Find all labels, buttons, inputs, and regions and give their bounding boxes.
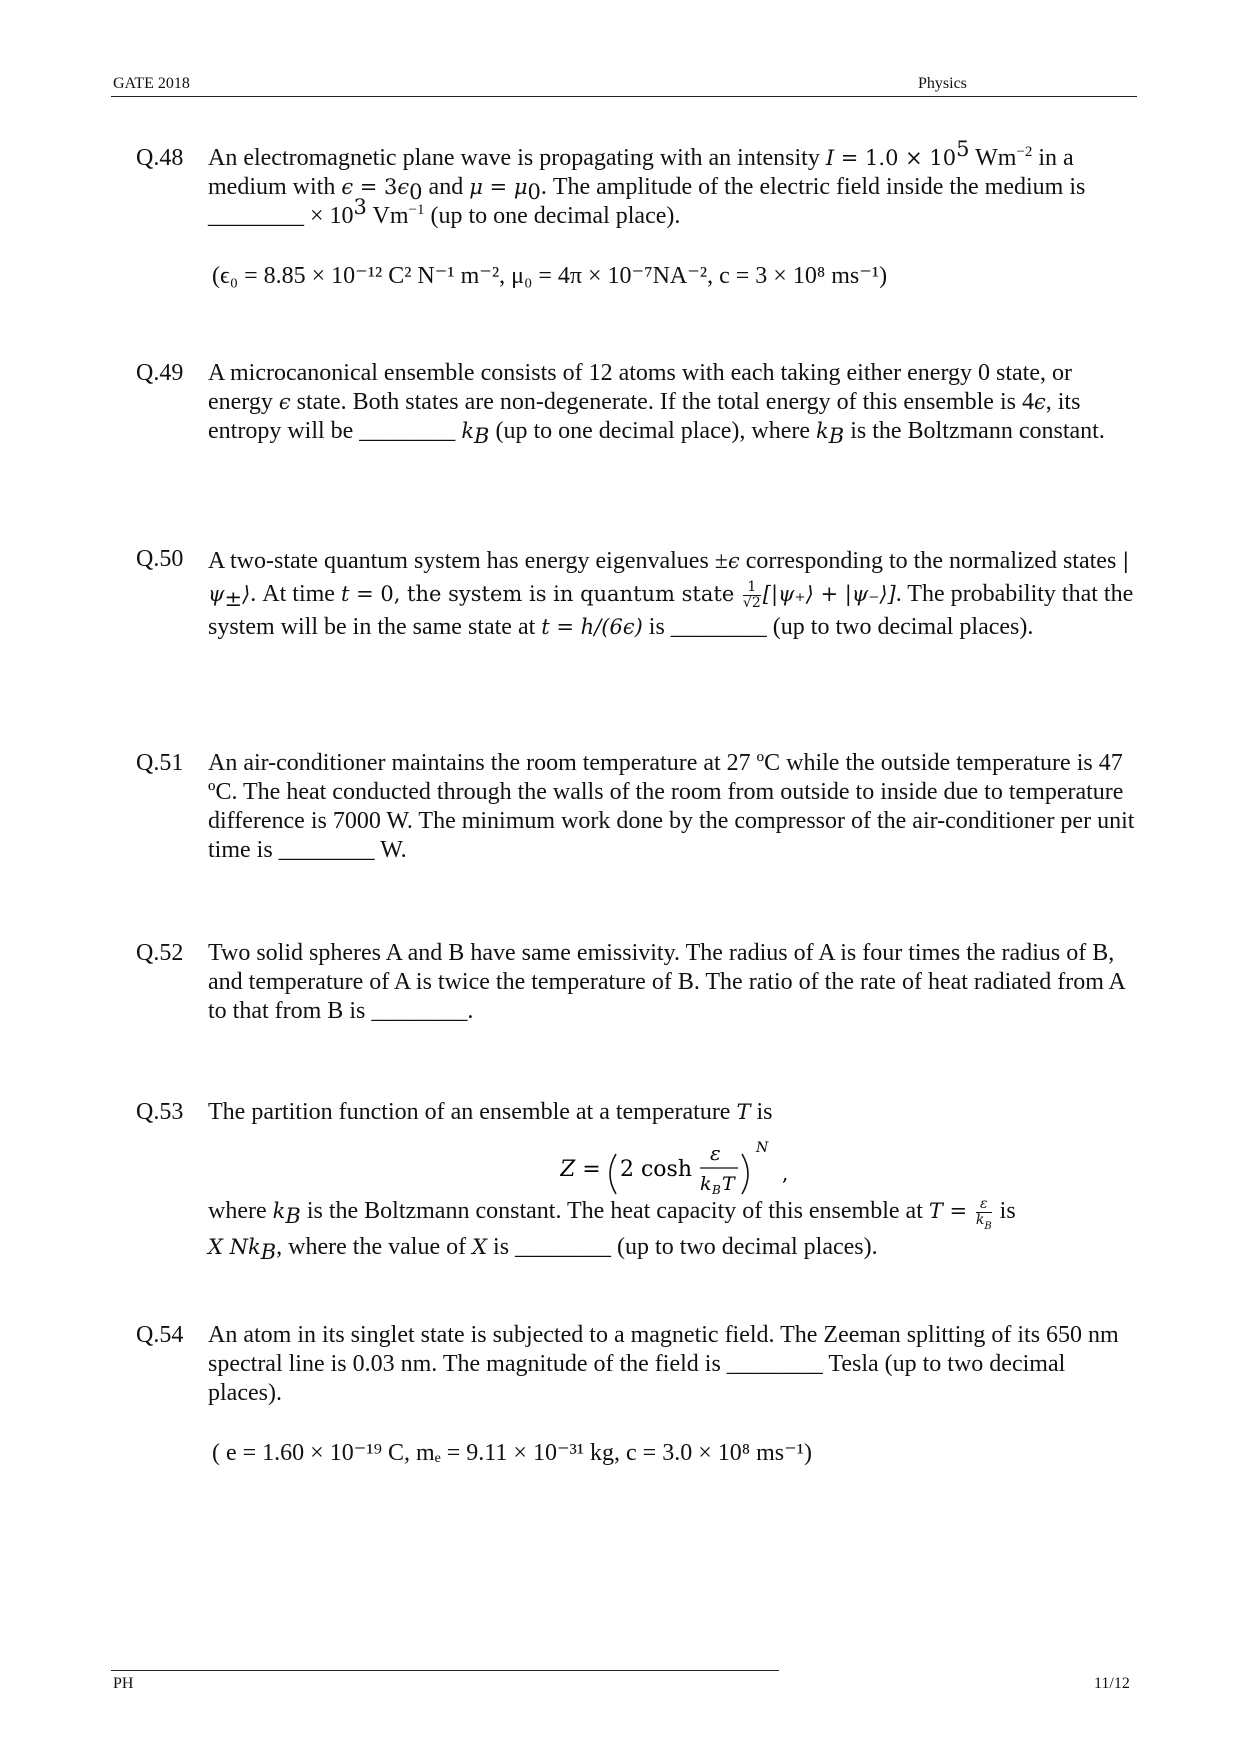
question-number: Q.51 xyxy=(136,750,184,776)
svg-text:T: T xyxy=(722,1173,735,1195)
svg-text:,: , xyxy=(782,1161,789,1185)
svg-text:Z =: Z = xyxy=(560,1157,601,1182)
fraction-one-over-root-two: $\frac{1}{√2}$ xyxy=(742,578,761,611)
question-text: A two-state quantum system has energy eigenvalues ±ϵ corresponding to the normalized states $|\psi_\pm⟩$. At time t = 0, the system is in quantum state $\frac{1}{√2}$ [|ψ₊⟩ + |ψ₋⟩]. The probability that the system will be in the same state at t = h/(6ϵ) is ________ (up to two decimal places). xyxy=(208,548,1134,640)
footer-page-number: 11/12 xyxy=(1094,1675,1130,1692)
right-paren xyxy=(742,1154,748,1194)
question-text: An atom in its singlet state is subjected to a magnetic field. The Zeeman splitting of its 650 nm spectral line is 0.03 nm. The magnitude of the field is ________ Tesla (up to two decimal places). xyxy=(208,1322,1119,1406)
question-text: Two solid spheres A and B have same emissivity. The radius of A is four times the radius of B, and temperature of A is twice the temperature of B. The ratio of the rate of heat radiated from A to that from B is ________. xyxy=(208,940,1125,1024)
svg-text:B: B xyxy=(712,1183,721,1197)
given-constants: ( e = 1.60 × 10⁻¹⁹ C, mₑ = 9.11 × 10⁻³¹ kg, c = 3.0 × 10⁸ ms⁻¹) xyxy=(212,1440,812,1466)
svg-text:N: N xyxy=(756,1140,769,1156)
header-subject: Physics xyxy=(918,75,967,92)
svg-text:ε: ε xyxy=(710,1141,721,1165)
footer-code: PH xyxy=(113,1675,134,1692)
question-text-continued: where $k_B$ is the Boltzmann constant. The heat capacity of this ensemble at T = $\frac{\varepsilon}{k_B}$ is X $Nk_B$, where the value of X is ________ (up to two decimal places). xyxy=(208,1195,1016,1264)
question-number: Q.48 xyxy=(136,145,184,171)
left-paren xyxy=(610,1154,616,1194)
question-number: Q.49 xyxy=(136,360,184,386)
partition-function-equation xyxy=(560,1130,820,1200)
question-number: Q.53 xyxy=(136,1099,184,1125)
question-text: An electromagnetic plane wave is propagating with an intensity $I = 1.0 \times 10^5$ $Wm^{-2}$ in a medium with $\epsilon = 3\epsilon_0$ and $\mu = \mu_0$. The amplitude of the electric field inside the medium is ________ × $10^3$ $Vm^{-1}$ (up to one decimal place). xyxy=(208,137,1086,229)
footer-rule xyxy=(111,1670,779,1671)
question-number: Q.54 xyxy=(136,1322,184,1348)
question-text: An air-conditioner maintains the room temperature at 27 ºC while the outside temperature is 47 ºC. The heat conducted through the walls of the room from outside to inside due to temperature difference is 7000 W. The minimum work done by the compressor of the air-conditioner per unit time is ________ W. xyxy=(208,750,1135,863)
question-text: A microcanonical ensemble consists of 12 atoms with each taking either energy 0 state, or energy ϵ state. Both states are non-degenerate. If the total energy of this ensemble is 4ϵ, its entropy will be ________ $k_B$ (up to one decimal place), where $k_B$ is the Boltzmann constant. xyxy=(208,360,1105,448)
given-constants: (ϵ₀ = 8.85 × 10⁻¹² C² N⁻¹ m⁻², μ₀ = 4π × 10⁻⁷NA⁻², c = 3 × 10⁸ ms⁻¹) xyxy=(212,263,888,289)
question-number: Q.52 xyxy=(136,940,184,966)
header-rule xyxy=(111,96,1137,97)
question-number: Q.50 xyxy=(136,546,184,572)
header-exam: GATE 2018 xyxy=(113,75,190,92)
svg-text:k: k xyxy=(700,1173,712,1195)
svg-text:2 cosh: 2 cosh xyxy=(620,1157,693,1182)
question-text: The partition function of an ensemble at a temperature T is xyxy=(208,1099,773,1125)
fraction-eps-over-kb: $\frac{\varepsilon}{k_B}$ xyxy=(975,1195,992,1232)
